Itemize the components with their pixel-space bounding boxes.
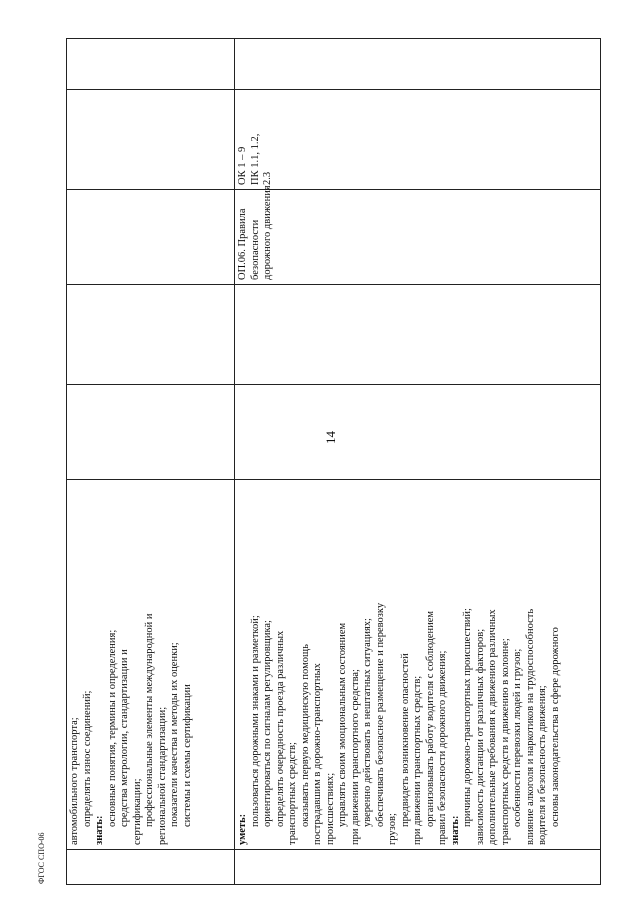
discipline-name: дорожного движения	[262, 185, 273, 280]
hours-cell	[235, 285, 601, 385]
page-number: 14	[323, 431, 338, 444]
text-line: зависимость дистанции от различных факторов;	[474, 628, 486, 845]
text-line: знать:	[449, 815, 461, 845]
text-line: при движении транспортных средств;	[412, 675, 423, 845]
competency-code: ОК 1 – 9	[237, 146, 248, 185]
text-line: автомобильного транспорта;	[69, 717, 80, 845]
text-line: влияние алкоголя и наркотиков на трудоспособность	[524, 608, 536, 845]
text-line: транспортных средств и движению в колонне;	[499, 638, 511, 845]
table-row	[67, 39, 235, 885]
hours-cell	[235, 385, 601, 480]
text-line: особенности перевозки людей и грузов;	[512, 648, 523, 827]
extra-cell	[235, 39, 601, 90]
text-line: основы законодательства в сфере дорожного	[549, 627, 561, 827]
text-line: уверенно действовать в нештатных ситуациях;	[362, 618, 373, 827]
text-line: ориентироваться по сигналам регулировщика;	[262, 620, 273, 827]
text-line: профессиональные элементы международной и	[144, 613, 155, 827]
hours-cell	[67, 285, 235, 385]
knowledge-cell	[67, 480, 235, 850]
competency-code: ПК 1.1, 1.2,	[249, 133, 261, 185]
text-line: оказывать первую медицинскую помощь	[299, 644, 311, 827]
competency-cell	[235, 90, 601, 190]
text-line: основные понятия, термины и определения;	[106, 629, 118, 827]
text-line: правил безопасности дорожного движения;	[437, 650, 448, 845]
text-line: пострадавшим в дорожно-транспортных	[312, 663, 323, 845]
text-line: определять очередность проезда различных	[274, 630, 286, 827]
text-line: сертификации;	[131, 778, 143, 845]
competency-cell	[67, 90, 235, 190]
text-line: знать:	[94, 815, 105, 845]
text-line: грузов;	[387, 813, 398, 845]
hours-cell	[67, 385, 235, 480]
discipline-cell	[67, 190, 235, 285]
text-line: управлять своим эмоциональным состоянием	[337, 622, 348, 827]
text-line: причины дорожно-транспортных происшествий;	[462, 608, 473, 827]
text-line: региональной стандартизации;	[156, 706, 168, 845]
discipline-name: ОП.06. Правила	[237, 208, 248, 280]
curriculum-table	[66, 38, 601, 885]
discipline-cell	[235, 185, 601, 285]
extra-cell	[67, 39, 235, 90]
text-line: водителя и безопасность движения;	[537, 685, 548, 845]
competency-code: 2.3	[262, 171, 273, 185]
text-line: дополнительные требования к движению различных	[487, 609, 498, 845]
text-line: средства метрологии, стандартизации и	[119, 649, 130, 827]
text-line: предвидеть возникновение опасностей	[399, 653, 411, 827]
table-row	[235, 39, 601, 885]
text-line: транспортных средств;	[287, 742, 298, 845]
footer-label: ФГОС СПО-06	[37, 832, 46, 884]
text-line: уметь:	[237, 813, 248, 845]
text-line: организовывать работу водителя с соблюдением	[424, 610, 436, 827]
index-cell	[67, 850, 235, 885]
rotated-page	[66, 39, 601, 885]
text-line: при движении транспортного средства;	[349, 669, 361, 845]
text-line: происшествиях;	[324, 772, 336, 845]
text-line: системы и схемы сертификации	[181, 684, 193, 827]
text-line: определять износ соединений;	[81, 690, 93, 827]
text-line: пользоваться дорожными знаками и разметкой;	[249, 615, 261, 827]
text-line: показатели качества и методы их оценки;	[169, 642, 180, 827]
discipline-name: безопасности	[249, 219, 261, 280]
index-cell	[235, 850, 601, 885]
knowledge-cell	[235, 480, 601, 850]
text-line: обеспечивать безопасное размещение и перевозку	[374, 602, 386, 827]
